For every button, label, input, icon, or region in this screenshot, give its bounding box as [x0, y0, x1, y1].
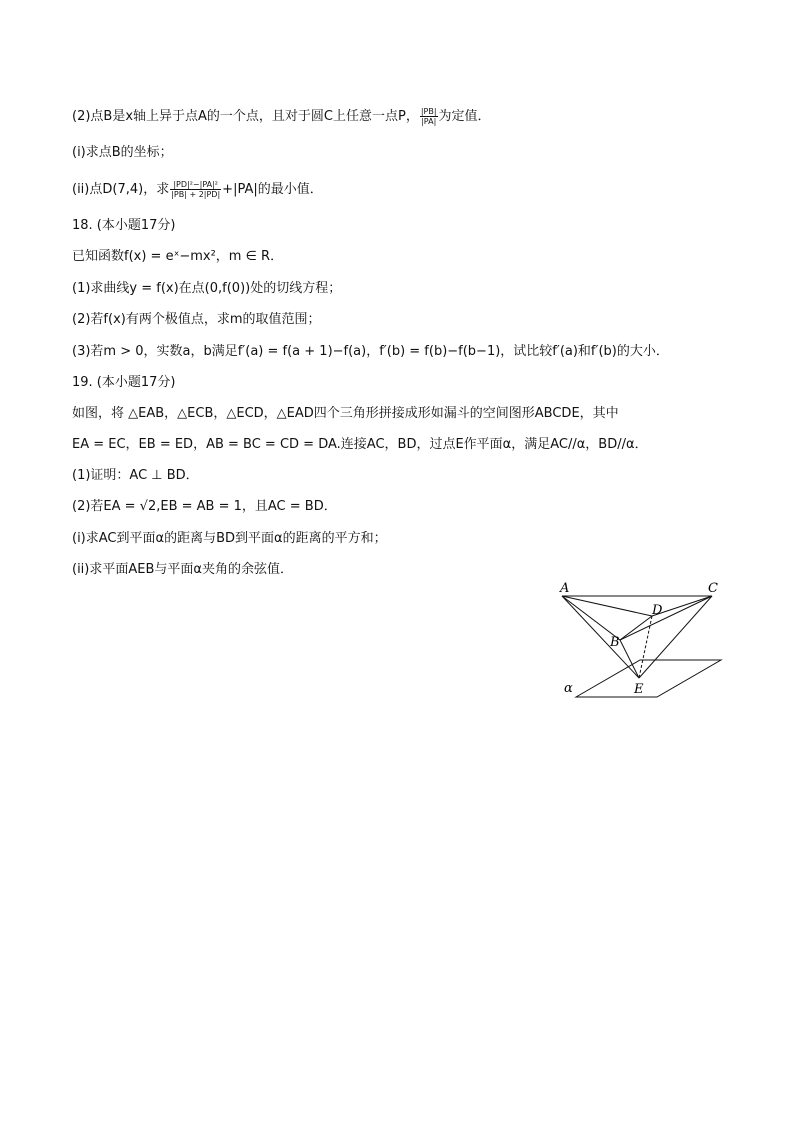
- q19-stem-line2: EA = EC，EB = ED，AB = BC = CD = DA.连接AC，BD，过点E作平面α，满足AC//α，BD//α．: [72, 437, 648, 452]
- label-B: B: [610, 635, 620, 650]
- fraction-numerator: |PD|²−|PA|²: [170, 180, 221, 190]
- q18-title: 18. (本小题17分): [72, 218, 176, 233]
- label-C: C: [708, 581, 718, 596]
- label-D: D: [652, 603, 663, 618]
- q18-stem: 已知函数f(x) = eˣ−mx²，m ∈ R．: [72, 249, 284, 264]
- q17-part2: [72, 107, 491, 126]
- q17-sub-ii-text-before: (ii)点D(7,4)，求: [72, 182, 170, 197]
- q19-part2: (2)若EA = √2,EB = AB = 1，且AC = BD．: [72, 499, 337, 514]
- q17-part2-text-before: (2)点B是x轴上异于点A的一个点，且对于圆C上任意一点P，: [72, 109, 419, 124]
- fraction-numerator: |PB|: [420, 107, 437, 116]
- q17-sub-ii-fraction: [170, 180, 221, 199]
- q17-sub-ii: [72, 180, 323, 199]
- edge-BD: [620, 616, 652, 640]
- fraction-denominator: |PA|: [421, 117, 437, 126]
- label-alpha: α: [564, 681, 573, 696]
- q18-part1: (1)求曲线y = f(x)在点(0,f(0))处的切线方程；: [72, 281, 342, 296]
- plane-alpha: [576, 660, 721, 697]
- q17-part2-text-after: 为定值．: [438, 109, 491, 124]
- q18-part3: (3)若m > 0，实数a，b满足f′(a) = f(a + 1)−f(a)，f′(b) = f(b)−f(b−1)，试比较f′(a)和f′(b)的大小．: [72, 344, 669, 359]
- q19-title: 19. (本小题17分): [72, 375, 176, 390]
- q19-part1: (1)证明：AC ⊥ BD．: [72, 468, 199, 483]
- q19-sub-ii: (ii)求平面AEB与平面α夹角的余弦值．: [72, 562, 293, 577]
- edge-BE: [620, 640, 639, 678]
- label-A: A: [560, 581, 570, 596]
- q17-sub-i: (i)求点B的坐标；: [72, 145, 173, 160]
- q17-sub-ii-text-after: +|PA|的最小值．: [222, 182, 323, 197]
- fraction-denominator: |PB| + 2|PD|: [171, 190, 221, 199]
- funnel-geometry-figure: [550, 580, 730, 700]
- q19-sub-i: (i)求AC到平面α的距离与BD到平面α的距离的平方和；: [72, 531, 387, 546]
- edge-BC: [620, 596, 712, 640]
- label-E: E: [634, 682, 644, 697]
- q18-part2: (2)若f(x)有两个极值点，求m的取值范围；: [72, 312, 321, 327]
- q17-part2-fraction: [420, 107, 438, 126]
- q19-stem-line1: 如图，将 △EAB，△ECB，△ECD，△EAD四个三角形拼接成形如漏斗的空间图形ABCDE，其中: [72, 406, 619, 421]
- figure-svg: [550, 580, 730, 700]
- edge-AE: [562, 596, 639, 678]
